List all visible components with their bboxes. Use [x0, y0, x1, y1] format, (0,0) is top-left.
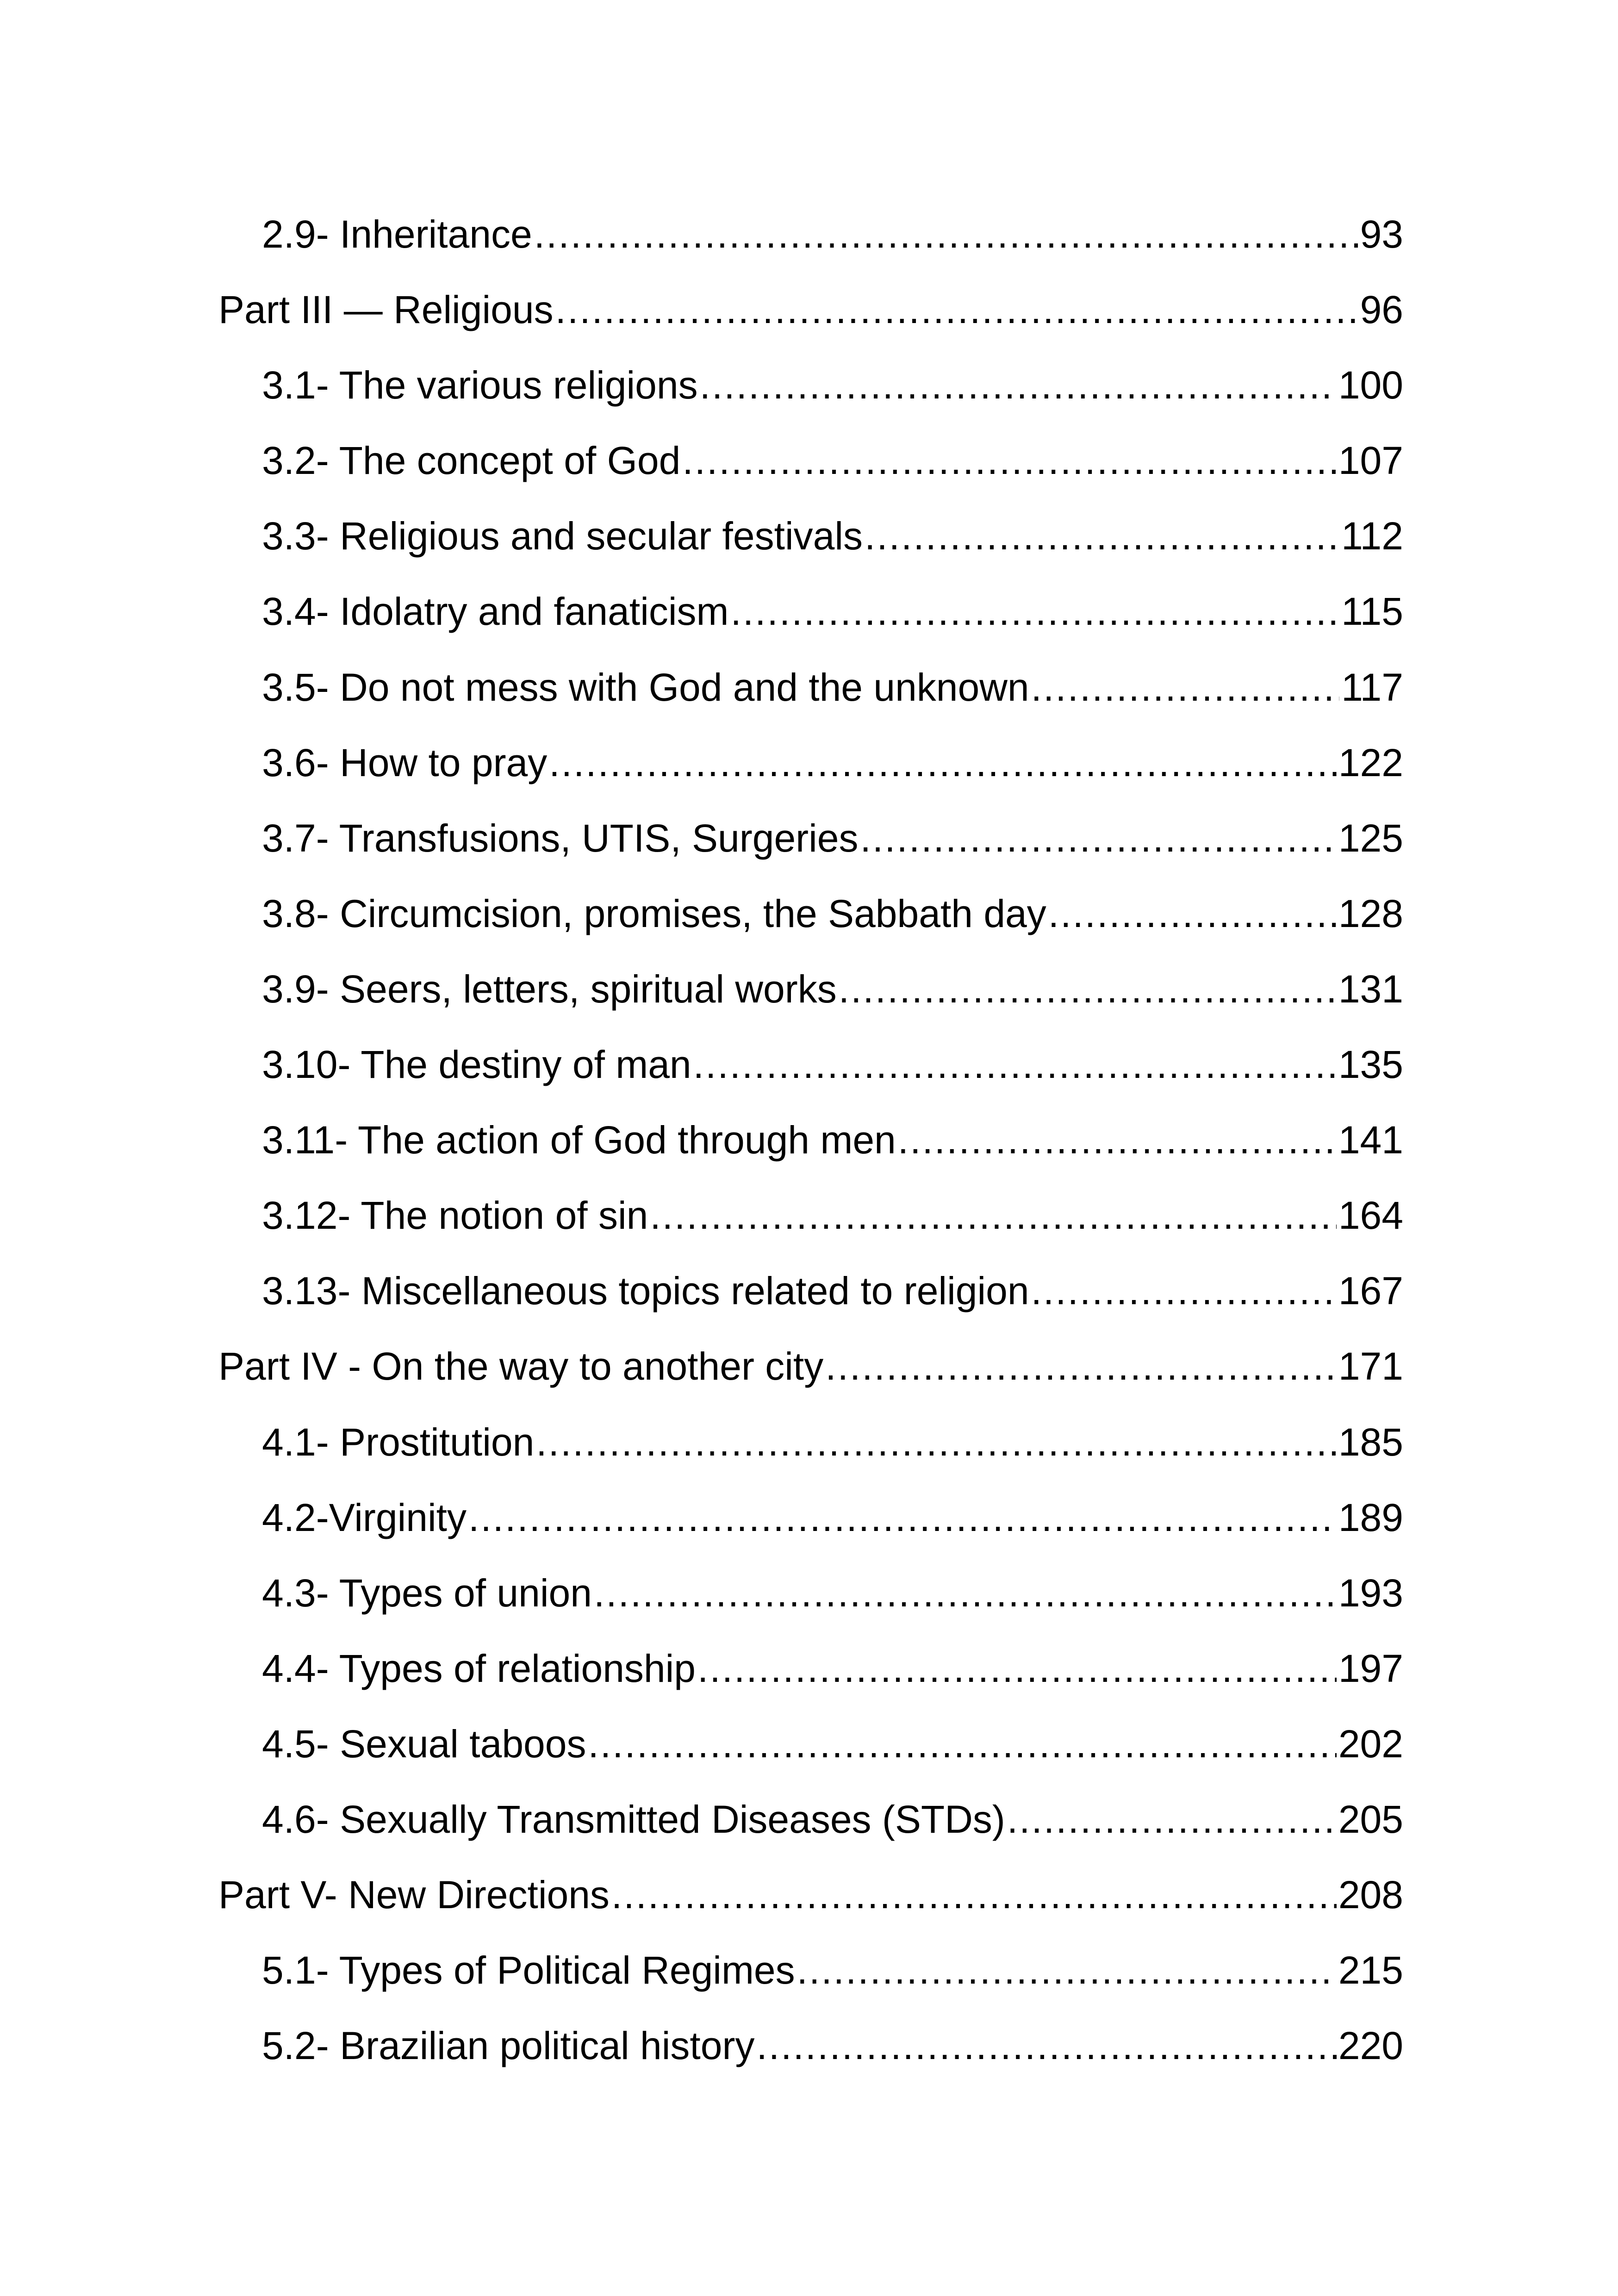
toc-entry	[218, 1571, 1403, 1649]
toc-entry	[218, 1120, 1403, 1196]
dot-leader	[700, 366, 1337, 404]
toc-entry-title: 4.1- Prostitution	[262, 1420, 535, 1464]
toc-entry	[218, 516, 1403, 592]
toc-entry-title: 3.3- Religious and secular festivals	[262, 514, 863, 558]
dot-leader	[536, 1423, 1337, 1462]
toc-entry	[218, 1797, 1403, 1875]
dot-leader	[682, 441, 1336, 480]
toc-entry	[218, 212, 1403, 290]
toc-entry-title: 5.2- Brazilian political history	[262, 2024, 755, 2068]
dot-leader	[898, 1120, 1337, 1159]
toc-entry	[218, 740, 1403, 819]
dot-leader	[611, 1875, 1337, 1914]
toc-entry	[218, 665, 1403, 743]
dot-leader	[588, 1724, 1336, 1763]
toc-entry	[218, 1948, 1403, 2026]
toc-entry-page: 93	[1360, 212, 1403, 256]
toc-entry-title: 2.9- Inheritance	[262, 212, 532, 256]
toc-entry	[218, 1045, 1403, 1120]
toc-entry-title: 3.5- Do not mess with God and the unknown	[262, 665, 1029, 709]
toc-entry-page: 135	[1338, 1043, 1403, 1087]
dot-leader	[594, 1574, 1337, 1612]
toc-entry-page: 189	[1338, 1495, 1403, 1539]
toc-entry	[218, 1196, 1403, 1271]
toc-entry	[218, 1875, 1403, 1951]
toc-entry-title: 3.10- The destiny of man	[262, 1043, 691, 1087]
toc-entry	[218, 967, 1403, 1045]
toc-entry-title: Part III — Religious	[218, 288, 554, 332]
toc-entry-page: 122	[1338, 740, 1403, 784]
toc-entry	[218, 592, 1403, 667]
toc-entry-title: 4.5- Sexual taboos	[262, 1722, 586, 1766]
toc-entry	[218, 891, 1403, 970]
toc-entry-page: 205	[1338, 1797, 1403, 1841]
dot-leader	[1031, 1271, 1337, 1310]
toc-entry-page: 128	[1338, 891, 1403, 935]
dot-leader	[549, 743, 1337, 782]
toc-entry-page: 220	[1338, 2024, 1403, 2068]
toc-entry-page: 167	[1338, 1269, 1403, 1313]
dot-leader	[839, 970, 1337, 1008]
toc-entry-title: 3.11- The action of God through men	[262, 1118, 896, 1162]
toc-entry-title: 3.1- The various religions	[262, 363, 698, 407]
dot-leader	[1031, 668, 1339, 707]
toc-entry-page: 208	[1338, 1873, 1403, 1917]
toc-entry	[218, 1344, 1403, 1422]
toc-entry	[218, 1420, 1403, 1498]
toc-entry-title: 5.1- Types of Political Regimes	[262, 1948, 795, 1992]
toc-entry	[218, 441, 1403, 516]
toc-entry	[218, 290, 1403, 366]
dot-leader	[825, 1347, 1337, 1386]
toc-entry-page: 185	[1338, 1420, 1403, 1464]
dot-leader	[1048, 894, 1337, 933]
toc-entry-title: 4.6- Sexually Transmitted Diseases (STDs)	[262, 1797, 1005, 1841]
toc-entry-title: 4.4- Types of relationship	[262, 1646, 696, 1690]
toc-entry-page: 141	[1338, 1118, 1403, 1162]
dot-leader	[865, 516, 1339, 555]
toc-entry-title: 3.13- Miscellaneous topics related to religion	[262, 1269, 1029, 1313]
toc-entry-title: 4.3- Types of union	[262, 1571, 592, 1615]
toc-entry-page: 117	[1341, 665, 1403, 709]
dot-leader	[797, 1951, 1337, 1990]
toc-entry-page: 125	[1338, 816, 1403, 860]
dot-leader	[534, 215, 1358, 254]
dot-leader	[731, 592, 1340, 631]
toc-entry-page: 107	[1338, 439, 1403, 483]
toc-entry-title: Part IV - On the way to another city	[218, 1344, 824, 1388]
dot-leader	[468, 1498, 1337, 1537]
toc-entry-page: 202	[1338, 1722, 1403, 1766]
dot-leader	[756, 2026, 1336, 2065]
toc-entry-page: 112	[1341, 514, 1403, 558]
toc-entry-page: 164	[1338, 1194, 1403, 1238]
toc-entry-title: 3.12- The notion of sin	[262, 1194, 648, 1238]
toc-entry-title: 3.6- How to pray	[262, 740, 548, 784]
toc-entry-title: 3.4- Idolatry and fanaticism	[262, 590, 729, 634]
toc-entry-page: 96	[1360, 288, 1403, 332]
toc-entry-title: Part V- New Directions	[218, 1873, 610, 1917]
toc-entry	[218, 363, 1403, 441]
toc-entry	[218, 816, 1403, 894]
toc-entry-title: 3.9- Seers, letters, spiritual works	[262, 967, 837, 1011]
toc-entry	[218, 1646, 1403, 1724]
toc-entry-title: 3.7- Transfusions, UTIS, Surgeries	[262, 816, 859, 860]
dot-leader	[697, 1649, 1337, 1688]
toc-entry-page: 197	[1338, 1646, 1403, 1690]
dot-leader	[555, 290, 1358, 329]
toc-entry-title: 4.2-Virginity	[262, 1495, 467, 1539]
toc-entry	[218, 2026, 1403, 2102]
table-of-contents	[218, 212, 1403, 2102]
dot-leader	[693, 1045, 1337, 1084]
dot-leader	[1007, 1800, 1337, 1839]
toc-entry	[218, 1724, 1403, 1800]
toc-entry-page: 215	[1338, 1948, 1403, 1992]
toc-entry-page: 100	[1338, 363, 1403, 407]
toc-entry-page: 131	[1338, 967, 1403, 1011]
toc-entry-page: 115	[1341, 590, 1403, 634]
toc-entry-title: 3.8- Circumcision, promises, the Sabbath day	[262, 891, 1046, 935]
toc-entry-page: 171	[1338, 1344, 1403, 1388]
toc-entry	[218, 1495, 1403, 1574]
toc-entry-page: 193	[1338, 1571, 1403, 1615]
dot-leader	[860, 819, 1337, 858]
toc-entry	[218, 1271, 1403, 1347]
dot-leader	[650, 1196, 1337, 1235]
toc-entry-title: 3.2- The concept of God	[262, 439, 681, 483]
